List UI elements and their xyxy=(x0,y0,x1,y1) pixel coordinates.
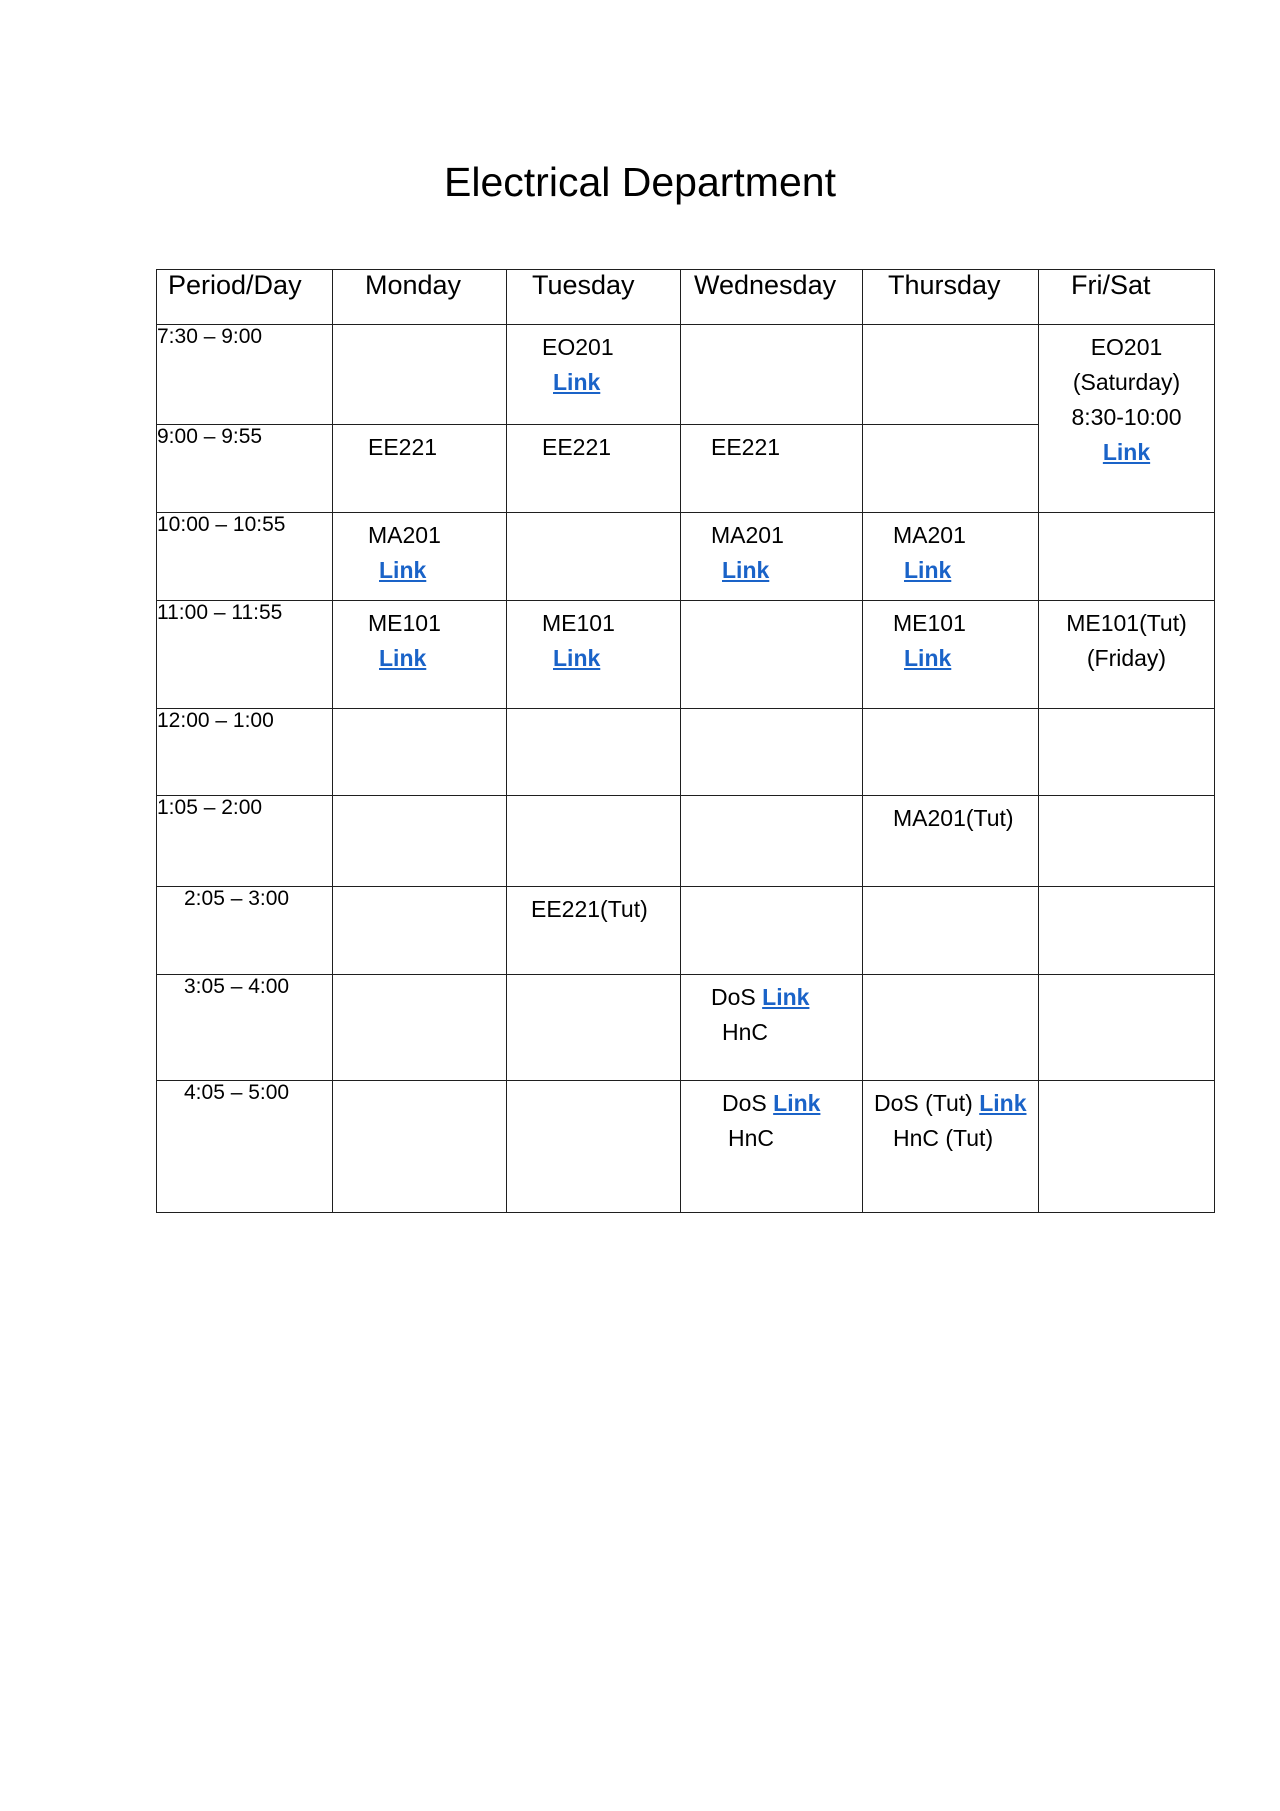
course-cell xyxy=(333,513,507,601)
class-link[interactable]: Link xyxy=(762,984,810,1010)
course-code: EO201 xyxy=(1090,334,1163,360)
cell-empty xyxy=(507,513,681,601)
course-cell-friday xyxy=(1039,601,1215,709)
time-cell: 11:00 – 11:55 xyxy=(157,601,333,709)
course-code: EO201 xyxy=(542,334,614,360)
time-cell: 4:05 – 5:00 xyxy=(157,1081,333,1213)
time-cell: 10:00 – 10:55 xyxy=(157,513,333,601)
course-code: HnC (Tut) xyxy=(893,1125,994,1151)
course-cell: EE221 xyxy=(507,425,681,513)
cell-empty xyxy=(681,601,863,709)
table-row xyxy=(157,887,1215,975)
table-row xyxy=(157,513,1215,601)
table-row xyxy=(157,325,1215,425)
course-day: (Saturday) xyxy=(1072,369,1181,395)
course-cell xyxy=(863,513,1039,601)
class-link[interactable]: Link xyxy=(553,645,601,671)
cell-empty xyxy=(507,796,681,887)
class-link[interactable]: Link xyxy=(773,1090,821,1116)
course-time: 8:30-10:00 xyxy=(1071,404,1182,430)
course-code: HnC xyxy=(722,1019,769,1045)
cell-empty xyxy=(1039,975,1215,1081)
course-code: MA201 xyxy=(893,522,966,548)
course-cell xyxy=(863,1081,1039,1213)
class-link[interactable]: Link xyxy=(379,645,427,671)
table-row xyxy=(157,1081,1215,1213)
class-link[interactable]: Link xyxy=(1102,439,1151,465)
cell-empty xyxy=(507,975,681,1081)
header-thursday: Thursday xyxy=(863,270,1039,325)
table-row xyxy=(157,709,1215,796)
cell-empty xyxy=(681,709,863,796)
course-code: DoS xyxy=(711,984,756,1010)
class-link[interactable]: Link xyxy=(553,369,601,395)
class-link[interactable]: Link xyxy=(979,1090,1027,1116)
course-cell xyxy=(507,325,681,425)
course-cell xyxy=(507,601,681,709)
cell-empty xyxy=(863,325,1039,425)
course-cell xyxy=(681,1081,863,1213)
cell-empty xyxy=(333,1081,507,1213)
time-cell: 12:00 – 1:00 xyxy=(157,709,333,796)
cell-empty xyxy=(1039,709,1215,796)
cell-empty xyxy=(333,975,507,1081)
course-cell-saturday xyxy=(1039,325,1215,513)
cell-empty xyxy=(333,796,507,887)
time-cell: 1:05 – 2:00 xyxy=(157,796,333,887)
course-day: (Friday) xyxy=(1086,645,1167,671)
cell-empty xyxy=(333,709,507,796)
course-code: DoS (Tut) xyxy=(874,1090,973,1116)
cell-empty xyxy=(507,1081,681,1213)
class-link[interactable]: Link xyxy=(904,645,952,671)
cell-empty xyxy=(333,325,507,425)
table-row xyxy=(157,975,1215,1081)
course-cell xyxy=(863,601,1039,709)
cell-empty xyxy=(681,325,863,425)
course-code: ME101(Tut) xyxy=(1066,610,1187,636)
table-row xyxy=(157,796,1215,887)
cell-empty xyxy=(1039,887,1215,975)
course-cell xyxy=(681,513,863,601)
timetable xyxy=(156,269,1215,1213)
header-monday: Monday xyxy=(333,270,507,325)
cell-empty xyxy=(863,887,1039,975)
header-tuesday: Tuesday xyxy=(507,270,681,325)
course-cell: EE221 xyxy=(681,425,863,513)
course-cell: MA201(Tut) xyxy=(863,796,1039,887)
cell-empty xyxy=(507,709,681,796)
header-row xyxy=(157,270,1215,325)
course-code: MA201 xyxy=(711,522,784,548)
time-cell: 9:00 – 9:55 xyxy=(157,425,333,513)
cell-empty xyxy=(863,709,1039,796)
cell-empty xyxy=(1039,513,1215,601)
class-link[interactable]: Link xyxy=(379,557,427,583)
header-period-day: Period/Day xyxy=(157,270,333,325)
course-code: DoS xyxy=(722,1090,767,1116)
course-cell: EE221(Tut) xyxy=(507,887,681,975)
class-link[interactable]: Link xyxy=(904,557,952,583)
table-row xyxy=(157,601,1215,709)
cell-empty xyxy=(1039,796,1215,887)
cell-empty xyxy=(1039,1081,1215,1213)
course-code: ME101 xyxy=(542,610,615,636)
cell-empty xyxy=(333,887,507,975)
cell-empty xyxy=(863,425,1039,513)
time-cell: 3:05 – 4:00 xyxy=(157,975,333,1081)
course-code: ME101 xyxy=(893,610,966,636)
cell-empty xyxy=(681,796,863,887)
header-wednesday: Wednesday xyxy=(681,270,863,325)
class-link[interactable]: Link xyxy=(722,557,770,583)
course-code: MA201 xyxy=(368,522,441,548)
time-cell: 2:05 – 3:00 xyxy=(157,887,333,975)
cell-empty xyxy=(863,975,1039,1081)
course-cell xyxy=(333,601,507,709)
course-cell xyxy=(681,975,863,1081)
page-title: Electrical Department xyxy=(444,159,836,205)
course-code: ME101 xyxy=(368,610,441,636)
cell-empty xyxy=(681,887,863,975)
header-fri-sat: Fri/Sat xyxy=(1039,270,1215,325)
time-cell: 7:30 – 9:00 xyxy=(157,325,333,425)
course-code: HnC xyxy=(728,1125,775,1151)
course-cell: EE221 xyxy=(333,425,507,513)
